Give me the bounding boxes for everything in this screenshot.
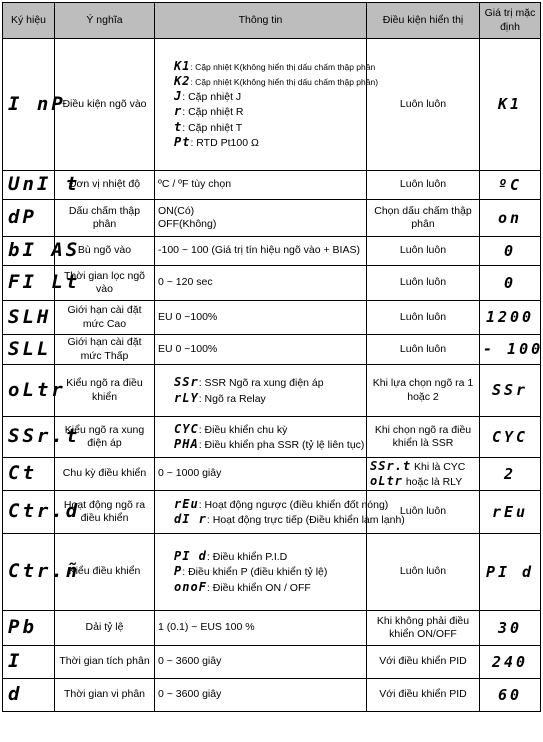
param-default: - 100 [480, 335, 541, 365]
param-default: rEu [480, 491, 541, 534]
param-meaning: Kiểu điều khiển [55, 534, 155, 611]
condition-code: oLtr [370, 474, 403, 488]
info-line [158, 580, 363, 595]
param-meaning: Thời gian lọc ngõ vào [55, 266, 155, 301]
info-text: : Cặp nhiệt K(không hiển thị dấu chấm thập phân) [190, 77, 379, 88]
condition-line [370, 474, 476, 489]
info-line [158, 467, 363, 480]
info-text: : Cặp nhiệt K(không hiển thị dấu chấm thập phân [190, 62, 376, 73]
info-text: : Hoạt động trực tiếp (Điều khiển làm lạnh) [206, 514, 405, 526]
param-condition: Luôn luôn [367, 266, 480, 301]
info-text: : Cặp nhiệt T [182, 121, 243, 134]
info-code: SSr [174, 375, 199, 390]
info-code: Pt [174, 134, 191, 149]
param-default: 30 [480, 611, 541, 646]
info-text: : Điều khiển chu kỳ [198, 423, 288, 436]
info-code: PHA [174, 437, 199, 451]
info-line [158, 564, 363, 579]
info-line [158, 218, 363, 231]
param-symbol: SSr.t [3, 417, 55, 458]
param-default: 60 [480, 679, 541, 712]
param-info [155, 646, 367, 679]
param-symbol: Ctr.d [3, 491, 55, 534]
info-line [158, 688, 363, 701]
info-text: : Cặp nhiệt R [182, 106, 244, 119]
param-info [155, 200, 367, 237]
param-condition: Luôn luôn [367, 491, 480, 534]
info-line [158, 512, 405, 527]
table-row [3, 171, 541, 200]
info-code: t [174, 119, 183, 134]
info-line [158, 311, 363, 324]
param-condition: Với điều khiển PID [367, 679, 480, 712]
info-line [158, 549, 363, 564]
param-info [155, 335, 367, 365]
header-meaning: Ý nghĩa [55, 3, 155, 39]
info-line [158, 621, 363, 634]
param-symbol: I [3, 646, 55, 679]
param-meaning: Hoạt động ngõ ra điều khiển [55, 491, 155, 534]
info-line [158, 422, 363, 437]
info-text: : Điều khiển ON / OFF [206, 581, 311, 594]
table-row [3, 266, 541, 301]
header-symbol: Ký hiệu [3, 3, 55, 39]
info-line [158, 244, 363, 257]
param-default: PI d [480, 534, 541, 611]
param-info [155, 491, 405, 534]
info-text: : Hoạt động ngược (điều khiển đốt nóng) [198, 498, 389, 511]
param-default: 1200 [480, 301, 541, 335]
condition-text: hoặc là RLY [402, 476, 463, 488]
param-meaning: Thời gian tích phân [55, 646, 155, 679]
info-text: -100 ~ 100 (Giá trị tín hiệu ngõ vào + BIAS) [158, 244, 360, 257]
info-text: ON(Có) [158, 204, 195, 217]
table-row [3, 417, 541, 458]
table-row [3, 646, 541, 679]
info-code: onoF [174, 579, 207, 594]
param-info [155, 534, 367, 611]
param-default: 2 [480, 458, 541, 491]
info-code: P [174, 564, 183, 579]
param-condition [367, 458, 480, 491]
info-text: : Ngõ ra Relay [198, 392, 266, 405]
info-line [158, 343, 363, 356]
info-line [158, 205, 363, 218]
param-default: 240 [480, 646, 541, 679]
param-info [155, 679, 367, 712]
info-text: : SSR Ngõ ra xung điện áp [198, 377, 324, 390]
param-info [155, 266, 367, 301]
param-info [155, 417, 367, 458]
info-line [158, 391, 363, 406]
param-meaning: Bù ngõ vào [55, 237, 155, 266]
table-row [3, 39, 541, 171]
info-code: rLY [174, 390, 199, 405]
info-text: : RTD Pt100 Ω [190, 136, 259, 149]
header-condition: Điều kiện hiển thị [367, 3, 480, 39]
info-line [158, 178, 363, 191]
param-default: 0 [480, 266, 541, 301]
param-meaning: Dải tỷ lệ [55, 611, 155, 646]
param-default: on [480, 200, 541, 237]
param-info [155, 171, 367, 200]
param-info [155, 301, 367, 335]
param-meaning: Giới hạn cài đặt mức Thấp [55, 335, 155, 365]
table-row [3, 237, 541, 266]
info-line [158, 74, 379, 89]
header-info: Thông tin [155, 3, 367, 39]
info-text: : Điều khiển P (điều khiển tỷ lệ) [182, 566, 328, 579]
param-symbol: FI Lt [3, 266, 55, 301]
param-symbol: SLH [3, 301, 55, 335]
info-text: ºC / ºF tùy chọn [158, 178, 232, 191]
header-default: Giá trị mặc định [480, 3, 541, 39]
param-info [155, 611, 367, 646]
info-line [158, 496, 389, 512]
info-line [158, 89, 363, 104]
table-row [3, 679, 541, 712]
table-row [3, 458, 541, 491]
condition-line [370, 459, 476, 474]
param-default: ºC [480, 171, 541, 200]
info-text: : Cặp nhiệt J [182, 91, 242, 104]
info-text: 0 ~ 1000 giây [158, 467, 222, 480]
param-symbol: bI AS [3, 237, 55, 266]
param-condition: Luôn luôn [367, 335, 480, 365]
table-row [3, 335, 541, 365]
param-meaning: Dấu chấm thập phân [55, 200, 155, 237]
info-code: K2 [174, 74, 191, 89]
param-symbol: d [3, 679, 55, 712]
info-text: : Điều khiển P.I.D [206, 551, 288, 564]
info-line [158, 375, 363, 390]
param-meaning: Kiểu ngõ ra điều khiển [55, 365, 155, 417]
info-line [158, 120, 363, 135]
info-code: K1 [174, 59, 191, 74]
info-code: dI r [174, 512, 207, 526]
param-symbol: UnI t [3, 171, 55, 200]
info-text: EU 0 ~100% [158, 310, 218, 323]
param-condition: Với điều khiển PID [367, 646, 480, 679]
table-row [3, 365, 541, 417]
info-line [158, 655, 363, 668]
info-text: EU 0 ~100% [158, 342, 218, 355]
info-line [158, 59, 376, 74]
param-info [155, 39, 379, 171]
param-condition: Chọn dấu chấm thập phân [367, 200, 480, 237]
param-symbol: Ctr.ñ [3, 534, 55, 611]
table-row [3, 301, 541, 335]
param-symbol: oLtr [3, 365, 55, 417]
param-symbol: dP [3, 200, 55, 237]
info-text: 1 (0.1) ~ EUS 100 % [158, 621, 255, 634]
param-meaning: Kiểu ngõ ra xung điện áp [55, 417, 155, 458]
param-condition: Luôn luôn [367, 171, 480, 200]
param-default: 0 [480, 237, 541, 266]
table-row [3, 534, 541, 611]
param-info [155, 237, 367, 266]
info-code: CYC [174, 421, 199, 436]
info-text: : Điều khiển pha SSR (tỷ lệ liên tục) [198, 439, 365, 451]
param-symbol: I nP [3, 39, 55, 171]
param-symbol: Pb [3, 611, 55, 646]
parameter-table [2, 2, 541, 712]
param-meaning: Điều kiện ngõ vào [55, 39, 155, 171]
param-meaning: Chu kỳ điều khiển [55, 458, 155, 491]
info-text: 0 ~ 3600 giây [158, 655, 222, 668]
info-text: OFF(Không) [158, 218, 217, 230]
condition-code: SSr.t [370, 458, 412, 473]
param-meaning: Đơn vị nhiệt độ [55, 171, 155, 200]
param-info [155, 365, 367, 417]
param-condition: Luôn luôn [367, 534, 480, 611]
param-condition: Luôn luôn [367, 237, 480, 266]
param-condition: Khi lựa chọn ngõ ra 1 hoặc 2 [367, 365, 480, 417]
param-condition: Luôn luôn [367, 301, 480, 335]
table-row [3, 611, 541, 646]
param-default: K1 [480, 39, 541, 171]
param-condition: Luôn luôn [367, 39, 480, 171]
table-row [3, 491, 541, 534]
info-line [158, 437, 363, 452]
info-code: r [174, 104, 183, 119]
condition-text: Khi là CYC [411, 460, 466, 473]
table-row [3, 200, 541, 237]
param-condition: Khi chọn ngõ ra điều khiển là SSR [367, 417, 480, 458]
param-default: CYC [480, 417, 541, 458]
info-code: rEu [174, 496, 199, 511]
info-code: PI d [174, 549, 207, 564]
param-meaning: Giới hạn cài đặt mức Cao [55, 301, 155, 335]
param-symbol: Ct [3, 458, 55, 491]
info-text: 0 ~ 120 sec [158, 276, 213, 289]
info-line [158, 104, 363, 119]
param-info [155, 458, 367, 491]
param-symbol: SLL [3, 335, 55, 365]
info-code: J [174, 89, 183, 104]
param-condition: Khi không phải điều khiển ON/OFF [367, 611, 480, 646]
info-line [158, 135, 363, 150]
info-text: 0 ~ 3600 giây [158, 688, 222, 701]
param-default: SSr [480, 365, 541, 417]
param-meaning: Thời gian vi phân [55, 679, 155, 712]
table-header-row [3, 3, 541, 39]
info-line [158, 276, 363, 289]
